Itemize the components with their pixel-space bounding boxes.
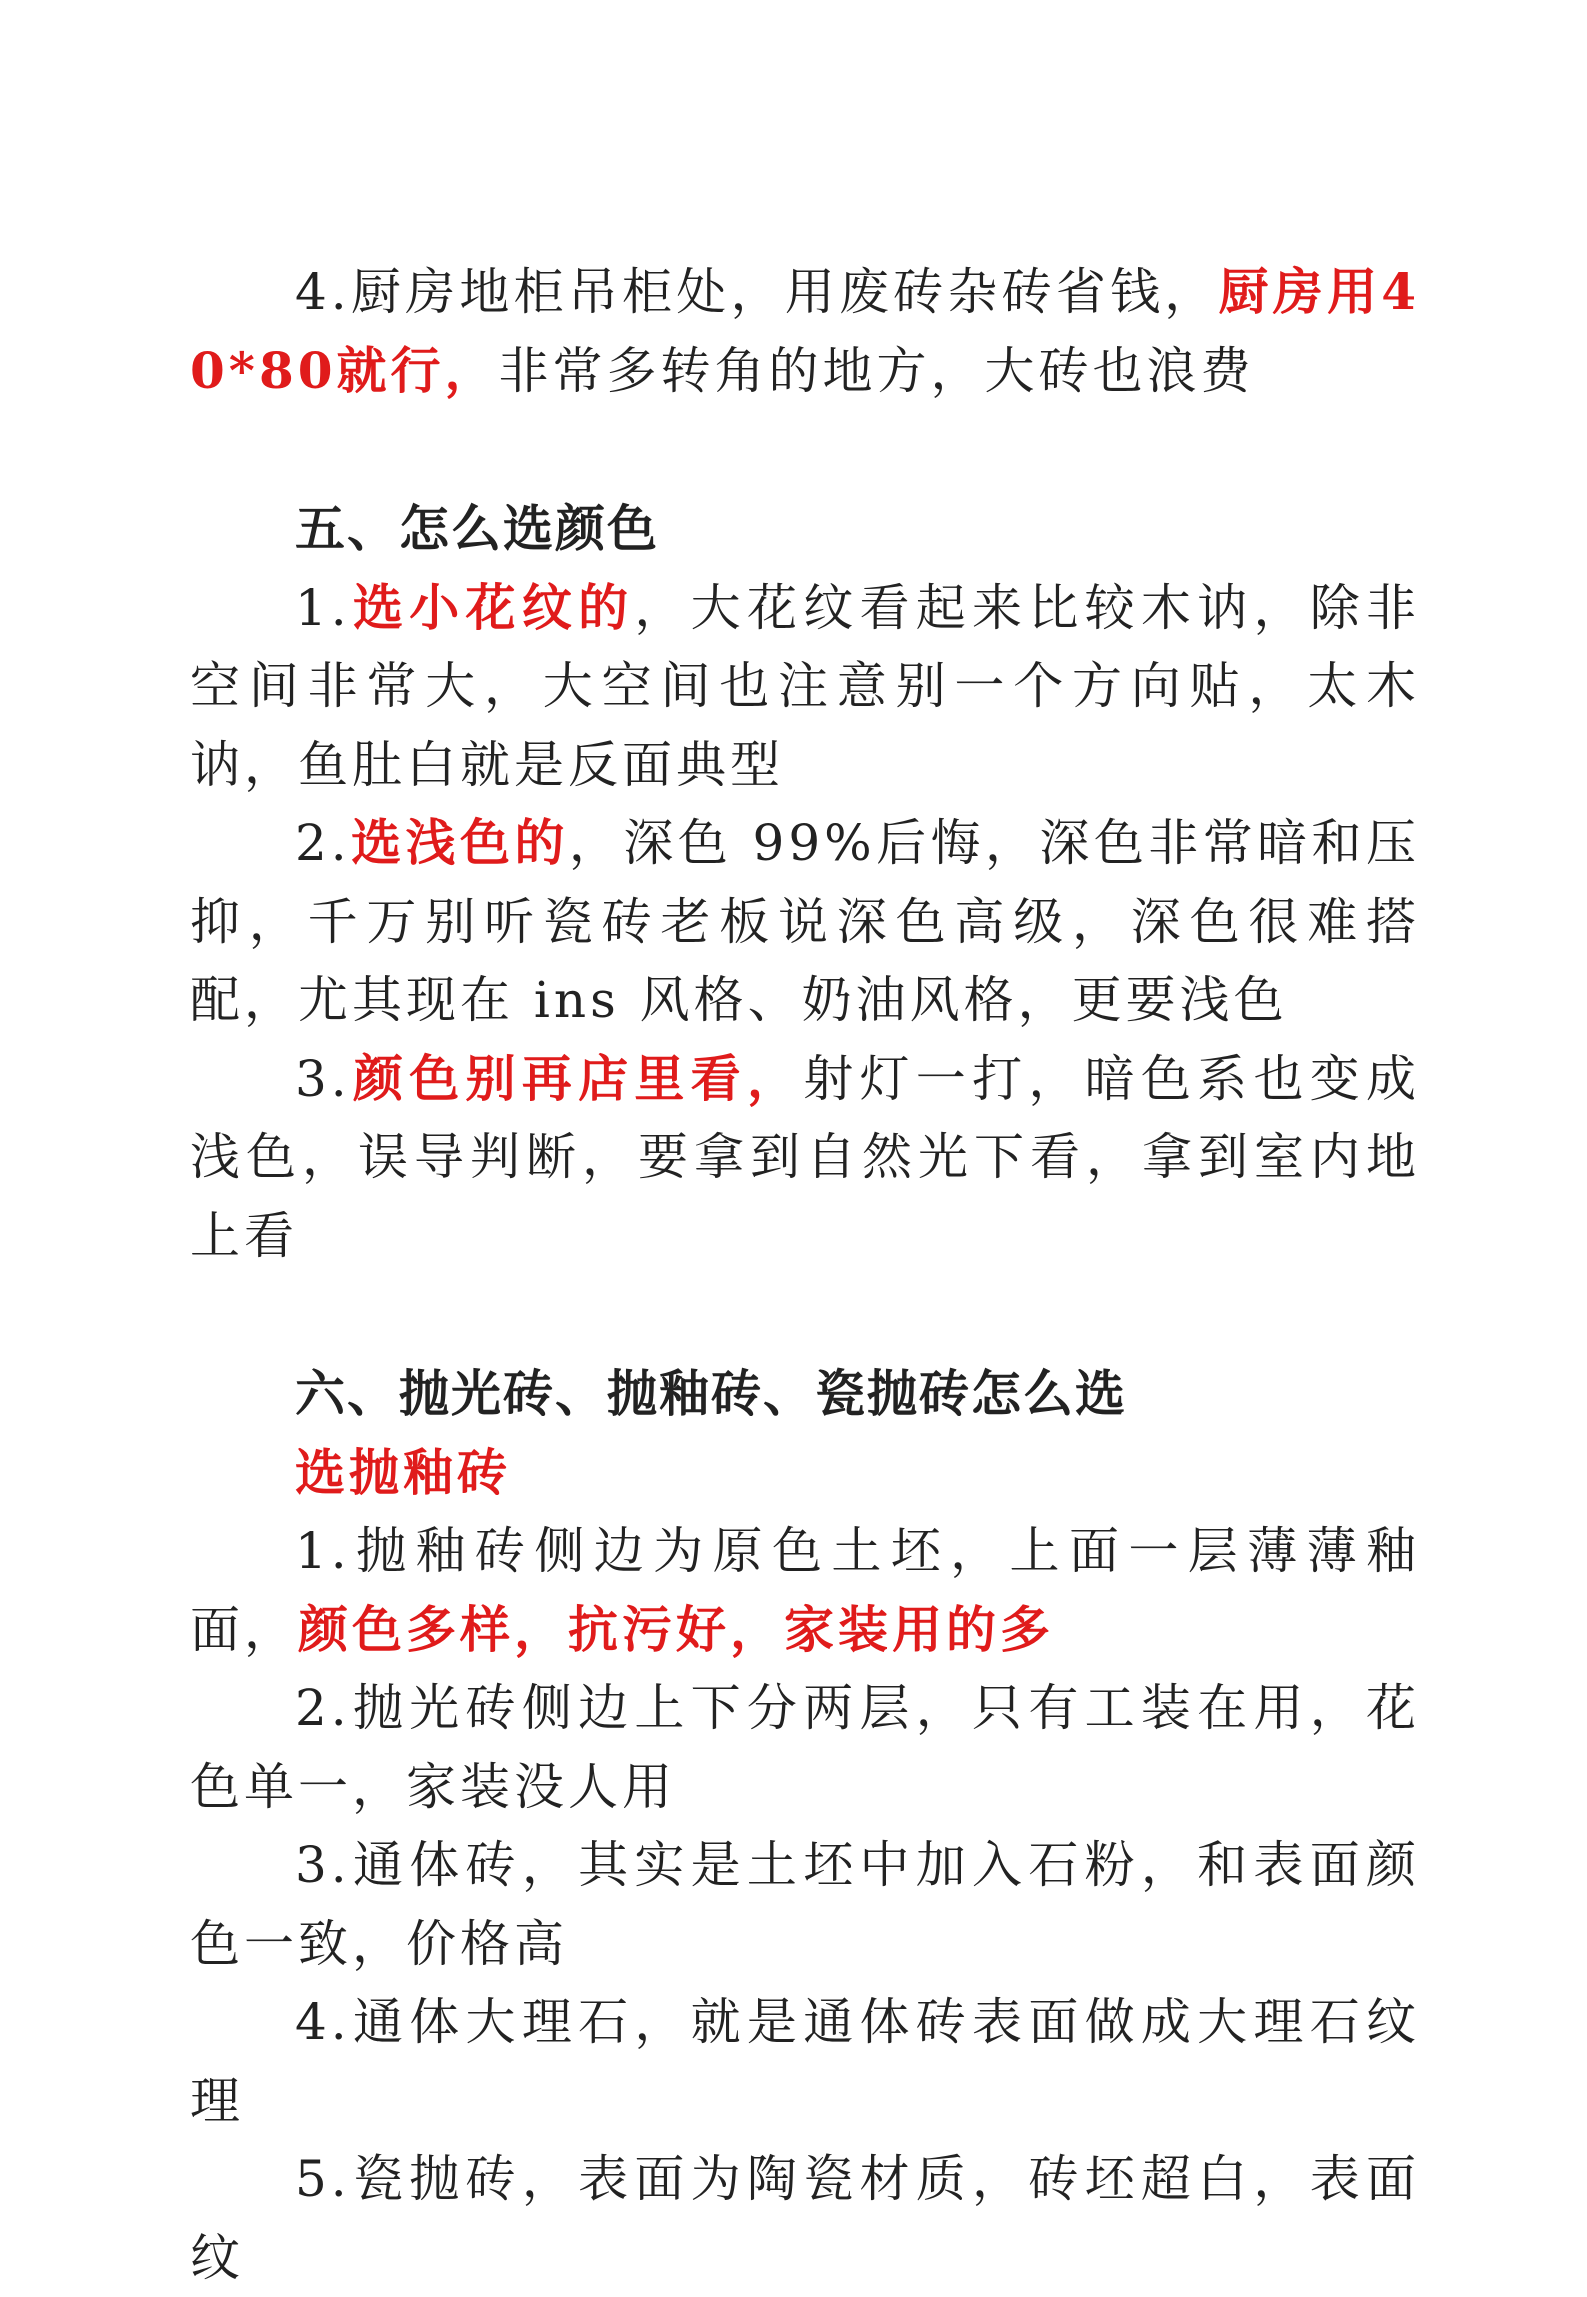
paragraph-small-pattern <box>190 569 1420 805</box>
highlight-text: 厨房用40*80就行， <box>190 262 1420 400</box>
section-heading-tile-types: 六、抛光砖、抛釉砖、瓷抛砖怎么选 <box>295 1365 1127 1423</box>
text-run: 射灯一打，暗色系也变成浅色，误导判断，要拿到自然光下看，拿到室内地上看 <box>190 1049 1421 1265</box>
paragraph-full-body-marble: 4.通体大理石，就是通体砖表面做成大理石纹理 <box>190 1993 1420 2130</box>
paragraph-store-lighting <box>190 1040 1420 1276</box>
paragraph-light-color <box>190 804 1420 1040</box>
highlight-text: 颜色别再店里看， <box>350 1048 804 1108</box>
highlight-text: 选浅色的 <box>350 813 569 872</box>
text-run: ，深色 99%后悔，深色非常暗和压抑，千万别听瓷砖老板说深色高级，深色很难搭配，尤其现在 ins 风格、奶油风格，更要浅色 <box>190 814 1420 1029</box>
text-run: 4.厨房地柜吊柜处，用废砖杂砖省钱， <box>295 263 1219 321</box>
section-heading-colors: 五、怎么选颜色 <box>295 500 659 558</box>
text-run: 2. <box>295 814 351 872</box>
section-gap <box>190 410 1420 490</box>
subheading-recommendation: 选抛釉砖 <box>295 1442 511 1502</box>
paragraph-porcelain-polished: 5.瓷抛砖，表面为陶瓷材质，砖坯超白，表面纹 <box>190 2150 1420 2287</box>
paragraph-polished-tile: 2.抛光砖侧边上下分两层，只有工装在用，花色单一，家装没人用 <box>190 1679 1420 1816</box>
highlight-text: 选小花纹的 <box>350 577 635 637</box>
text-run: 3. <box>295 1049 351 1108</box>
text-run: ，大花纹看起来比较木讷，除非空间非常大，大空间也注意别一个方向贴，太木讷，鱼肚白就是反面典型 <box>190 578 1421 794</box>
document-body <box>190 253 1420 2297</box>
paragraph-kitchen-tiles <box>190 253 1420 410</box>
text-run: 1. <box>295 578 351 637</box>
paragraph-full-body-tile: 3.通体砖，其实是土坯中加入石粉，和表面颜色一致，价格高 <box>190 1836 1420 1973</box>
text-run: 非常多转角的地方，大砖也浪费 <box>498 341 1255 400</box>
highlight-text: 颜色多样，抗污好，家装用的多 <box>298 1599 1054 1659</box>
section-gap <box>190 1275 1420 1355</box>
paragraph-glazed-tile <box>190 1512 1420 1669</box>
text-run: 1.抛釉砖侧边为原色土坯，上面一层薄薄釉面， <box>190 1522 1420 1659</box>
